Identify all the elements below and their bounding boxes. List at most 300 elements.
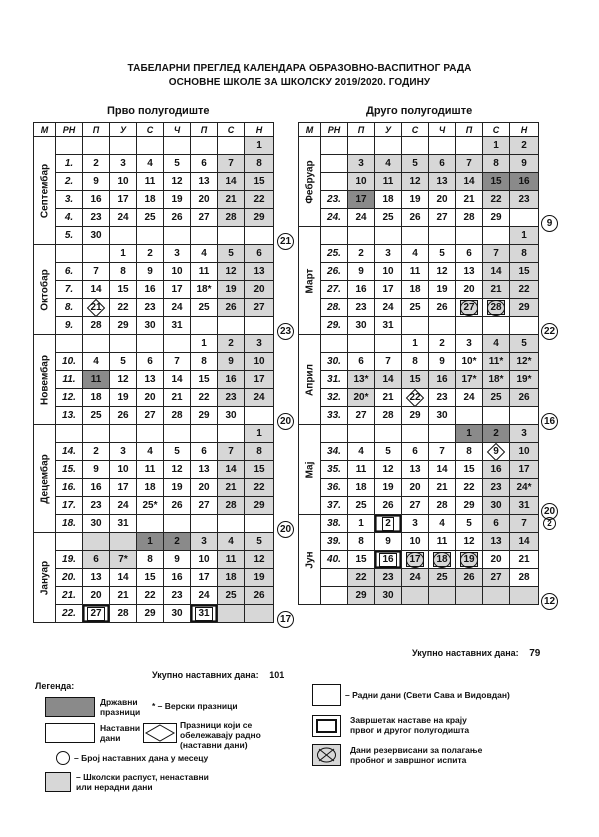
day-cell: 21 (456, 191, 483, 209)
week-row (34, 425, 274, 443)
day-cell: 24 (164, 299, 191, 317)
day-cell: 24 (375, 299, 402, 317)
day-cell: 11 (83, 371, 110, 389)
day-cell: 13 (456, 263, 483, 281)
day-cell: 5 (218, 245, 245, 263)
day-cell (456, 227, 483, 245)
day-cell: 30 (137, 317, 164, 335)
day-cell: 1 (110, 245, 137, 263)
day-cell: 24 (245, 389, 274, 407)
day-cell: 3 (375, 245, 402, 263)
day-cell: 23 (164, 587, 191, 605)
week-row (34, 227, 274, 245)
month-label (299, 227, 321, 335)
day-cell: 28 (110, 605, 137, 623)
second-semester-total-label: Укупно наставних дана: (412, 648, 519, 658)
day-cell: 22 (110, 299, 137, 317)
day-cell: 29 (245, 497, 274, 515)
month-label (34, 245, 56, 335)
week-row (299, 335, 539, 353)
header-0: М (34, 123, 56, 137)
day-cell: 22 (483, 191, 510, 209)
day-cell (348, 227, 375, 245)
week-number: 3. (56, 191, 83, 209)
day-cell: 30 (164, 605, 191, 623)
week-number: 11. (56, 371, 83, 389)
day-cell (218, 317, 245, 335)
header-8: Н (245, 123, 274, 137)
day-cell: 3 (402, 515, 429, 533)
day-cell (348, 425, 375, 443)
day-cell: 8 (137, 551, 164, 569)
day-cell (456, 551, 483, 569)
day-cell: 15 (191, 371, 218, 389)
week-number: 23. (321, 191, 348, 209)
week-row (34, 173, 274, 191)
week-number: 20. (56, 569, 83, 587)
day-number: 22 (407, 390, 423, 405)
day-cell (191, 425, 218, 443)
week-number: 7. (56, 281, 83, 299)
day-cell: 7 (375, 353, 402, 371)
day-cell (164, 227, 191, 245)
header-3: У (375, 123, 402, 137)
day-cell: 7 (164, 353, 191, 371)
week-number (321, 173, 348, 191)
day-cell (245, 317, 274, 335)
day-cell (510, 587, 539, 605)
day-cell: 17 (110, 191, 137, 209)
day-cell: 9 (164, 551, 191, 569)
day-cell: 7 (429, 443, 456, 461)
day-cell: 1 (245, 425, 274, 443)
week-number: 25. (321, 245, 348, 263)
day-cell: 24 (402, 569, 429, 587)
week-number: 30. (321, 353, 348, 371)
day-cell (402, 587, 429, 605)
day-cell: 10 (245, 353, 274, 371)
day-cell: 3 (110, 443, 137, 461)
day-number: 9 (488, 444, 504, 459)
week-number: 26. (321, 263, 348, 281)
header-1: РН (321, 123, 348, 137)
day-cell: 18* (483, 371, 510, 389)
day-cell: 17 (245, 371, 274, 389)
day-cell: 9 (429, 353, 456, 371)
day-cell (110, 533, 137, 551)
day-cell: 4 (191, 245, 218, 263)
week-number: 1. (56, 155, 83, 173)
day-cell: 15 (510, 263, 539, 281)
week-row (299, 245, 539, 263)
day-cell (402, 551, 429, 569)
day-cell: 21 (164, 389, 191, 407)
week-row (299, 587, 539, 605)
day-cell: 12* (510, 353, 539, 371)
day-cell (245, 605, 274, 623)
week-number: 6. (56, 263, 83, 281)
day-cell: 8 (456, 443, 483, 461)
day-cell: 29 (483, 209, 510, 227)
day-cell: 17 (375, 281, 402, 299)
day-cell: 25 (348, 497, 375, 515)
first-semester-heading: Прво полугодиште (107, 105, 210, 117)
week-row (34, 461, 274, 479)
day-cell: 10 (191, 551, 218, 569)
week-number: 18. (56, 515, 83, 533)
day-cell: 5 (245, 533, 274, 551)
week-number: 22. (56, 605, 83, 623)
second-semester-calendar (298, 122, 539, 605)
day-cell: 6 (402, 443, 429, 461)
day-cell: 27 (245, 299, 274, 317)
week-row (34, 245, 274, 263)
day-cell: 3 (245, 335, 274, 353)
day-cell: 9 (218, 353, 245, 371)
day-cell (402, 137, 429, 155)
day-cell: 7* (110, 551, 137, 569)
week-number: 19. (56, 551, 83, 569)
day-cell: 31 (110, 515, 137, 533)
week-number (56, 245, 83, 263)
day-cell (483, 587, 510, 605)
week-number: 31. (321, 371, 348, 389)
day-cell (456, 137, 483, 155)
legend-celebrated-swatch (143, 723, 177, 743)
week-number: 14. (56, 443, 83, 461)
day-cell: 13 (429, 173, 456, 191)
month-name: Јануар (39, 560, 50, 595)
day-cell: 20 (191, 479, 218, 497)
month-label (34, 137, 56, 245)
day-cell: 18 (402, 281, 429, 299)
day-cell: 28 (429, 497, 456, 515)
day-cell: 23 (83, 209, 110, 227)
week-number (56, 533, 83, 551)
day-cell: 9 (510, 155, 539, 173)
day-cell: 26 (164, 209, 191, 227)
week-row (299, 515, 539, 533)
day-cell: 13 (83, 569, 110, 587)
day-cell: 1 (402, 335, 429, 353)
day-cell (375, 515, 402, 533)
day-cell: 18 (348, 479, 375, 497)
day-cell: 6 (191, 443, 218, 461)
day-cell: 12 (402, 173, 429, 191)
day-cell: 16 (510, 173, 539, 191)
day-cell: 13 (191, 173, 218, 191)
month-label (299, 137, 321, 227)
legend-work-days-label: – Радни дани (Свети Сава и Видовдан) (345, 690, 510, 700)
day-cell: 10 (110, 461, 137, 479)
week-row (34, 407, 274, 425)
day-cell: 30 (429, 407, 456, 425)
day-cell: 8 (191, 353, 218, 371)
day-cell: 11 (402, 263, 429, 281)
legend-count-circle-icon (56, 751, 70, 765)
day-cell: 29 (510, 299, 539, 317)
week-row (299, 479, 539, 497)
day-cell: 2 (348, 245, 375, 263)
day-cell: 4 (218, 533, 245, 551)
day-cell: 11 (218, 551, 245, 569)
day-cell (83, 533, 110, 551)
day-number: 2 (382, 517, 394, 531)
week-number (321, 227, 348, 245)
week-row (34, 371, 274, 389)
day-cell: 25 (402, 299, 429, 317)
day-number: 18 (434, 552, 450, 567)
day-cell: 28 (510, 569, 539, 587)
second-semester-heading: Друго полугодиште (366, 105, 473, 117)
day-cell: 11 (348, 461, 375, 479)
day-cell: 20 (402, 479, 429, 497)
day-cell: 7 (83, 263, 110, 281)
week-number: 2. (56, 173, 83, 191)
week-number: 28. (321, 299, 348, 317)
week-number (56, 425, 83, 443)
day-cell: 6 (456, 245, 483, 263)
day-cell: 24 (191, 587, 218, 605)
day-cell: 15 (245, 173, 274, 191)
day-cell: 9 (137, 263, 164, 281)
day-cell: 14 (164, 371, 191, 389)
day-cell: 26 (429, 299, 456, 317)
day-cell: 21 (218, 191, 245, 209)
day-cell: 22 (245, 191, 274, 209)
day-cell: 16 (83, 479, 110, 497)
month-name: Новембар (39, 354, 50, 405)
day-cell: 13 (137, 371, 164, 389)
day-cell: 28 (375, 407, 402, 425)
day-cell: 14 (456, 173, 483, 191)
header-5: Ч (429, 123, 456, 137)
day-cell: 30 (483, 497, 510, 515)
day-cell: 7 (218, 155, 245, 173)
day-cell: 24 (456, 389, 483, 407)
day-cell: 20 (483, 551, 510, 569)
day-number: 16 (379, 553, 396, 567)
day-cell (429, 425, 456, 443)
month-name: Фебруар (304, 159, 315, 204)
day-cell: 3 (348, 155, 375, 173)
day-cell: 25 (218, 587, 245, 605)
week-number (321, 425, 348, 443)
week-number (321, 569, 348, 587)
day-cell: 12 (375, 461, 402, 479)
day-cell: 11 (137, 173, 164, 191)
day-cell: 19 (164, 191, 191, 209)
week-row (34, 281, 274, 299)
day-cell: 23 (348, 299, 375, 317)
day-cell: 15 (110, 281, 137, 299)
day-cell: 14 (375, 371, 402, 389)
header-4: С (402, 123, 429, 137)
first-semester-calendar (33, 122, 274, 623)
week-row (34, 209, 274, 227)
day-cell: 30 (218, 407, 245, 425)
day-cell: 25 (375, 209, 402, 227)
day-cell: 3 (164, 245, 191, 263)
day-cell: 4 (83, 353, 110, 371)
day-cell: 19 (110, 389, 137, 407)
day-cell: 10 (348, 173, 375, 191)
first-semester-total-label: Укупно наставних дана: (152, 670, 259, 680)
day-cell: 24 (110, 209, 137, 227)
month-days-count: 20 (277, 521, 294, 538)
header-5: Ч (164, 123, 191, 137)
day-cell: 26 (164, 497, 191, 515)
day-cell: 14 (510, 533, 539, 551)
day-cell: 23 (510, 191, 539, 209)
day-cell (245, 227, 274, 245)
day-cell (191, 317, 218, 335)
day-cell (137, 515, 164, 533)
legend-school-break-label: – Школски распуст, ненаставни или нерадни дани (76, 772, 209, 792)
day-cell (510, 317, 539, 335)
day-cell: 5 (375, 443, 402, 461)
day-cell (110, 227, 137, 245)
day-cell (402, 425, 429, 443)
day-number: 21 (88, 300, 104, 315)
day-cell: 5 (110, 353, 137, 371)
day-cell (137, 227, 164, 245)
week-row (299, 263, 539, 281)
day-cell: 27 (429, 209, 456, 227)
week-number: 40. (321, 551, 348, 569)
day-cell: 12 (164, 461, 191, 479)
day-cell: 24 (110, 497, 137, 515)
day-cell: 17 (348, 191, 375, 209)
day-cell: 13 (245, 263, 274, 281)
week-row (299, 569, 539, 587)
week-row (34, 353, 274, 371)
week-row (299, 281, 539, 299)
week-number: 27. (321, 281, 348, 299)
day-cell: 9 (375, 533, 402, 551)
day-cell: 18 (137, 191, 164, 209)
day-cell: 6 (245, 245, 274, 263)
day-cell: 12 (429, 263, 456, 281)
day-cell: 6 (191, 155, 218, 173)
legend-teaching-day-swatch (45, 723, 95, 743)
page-title-line-2: ОСНОВНЕ ШКОЛЕ ЗА ШКОЛСКУ 2019/2020. ГОДИНУ (168, 77, 431, 88)
day-number: 28 (488, 300, 504, 315)
day-cell: 27 (348, 407, 375, 425)
day-cell: 18 (137, 479, 164, 497)
day-cell (429, 587, 456, 605)
week-row (34, 515, 274, 533)
day-cell: 1 (137, 533, 164, 551)
month-days-count: 20 (277, 413, 294, 430)
week-row (34, 569, 274, 587)
week-row (34, 443, 274, 461)
day-cell: 1 (483, 137, 510, 155)
day-cell: 21 (375, 389, 402, 407)
day-cell (375, 137, 402, 155)
day-cell (137, 335, 164, 353)
day-cell: 2 (429, 335, 456, 353)
day-cell: 5 (510, 335, 539, 353)
day-cell: 22 (456, 479, 483, 497)
day-cell: 23 (218, 389, 245, 407)
day-number: 17 (407, 552, 423, 567)
week-number: 17. (56, 497, 83, 515)
day-cell: 15 (402, 371, 429, 389)
day-cell: 27 (483, 569, 510, 587)
month-name: Октобар (39, 268, 50, 311)
month-name: Април (304, 363, 315, 396)
week-number: 13. (56, 407, 83, 425)
week-number: 29. (321, 317, 348, 335)
day-cell: 26 (218, 299, 245, 317)
day-cell: 4 (429, 515, 456, 533)
day-cell: 25 (83, 407, 110, 425)
day-cell: 1 (510, 227, 539, 245)
day-cell: 29 (402, 407, 429, 425)
day-cell: 2 (164, 533, 191, 551)
day-cell (164, 335, 191, 353)
day-cell: 8 (245, 155, 274, 173)
day-cell: 4 (348, 443, 375, 461)
day-cell: 7 (483, 245, 510, 263)
legend-state-holidays-label: Државни празници (100, 697, 141, 717)
week-number: 24. (321, 209, 348, 227)
day-cell: 8 (402, 353, 429, 371)
day-cell: 14 (218, 461, 245, 479)
week-number: 35. (321, 461, 348, 479)
day-cell: 11* (483, 353, 510, 371)
week-row (299, 155, 539, 173)
day-cell: 25 (483, 389, 510, 407)
month-days-count: 16 (541, 413, 558, 430)
week-row (34, 479, 274, 497)
day-cell: 8 (348, 533, 375, 551)
day-cell (348, 137, 375, 155)
second-semester-total-value: 79 (529, 648, 541, 659)
day-cell: 31 (510, 497, 539, 515)
day-cell: 4 (483, 335, 510, 353)
week-row (34, 263, 274, 281)
day-cell: 19 (402, 191, 429, 209)
day-cell: 24 (348, 209, 375, 227)
week-row (34, 533, 274, 551)
day-cell: 17 (164, 281, 191, 299)
day-cell: 7 (510, 515, 539, 533)
day-cell: 8 (483, 155, 510, 173)
week-row (34, 155, 274, 173)
day-cell: 12 (245, 551, 274, 569)
week-number: 32. (321, 389, 348, 407)
day-cell: 6 (137, 353, 164, 371)
day-cell: 11 (137, 461, 164, 479)
day-cell (191, 227, 218, 245)
day-cell: 15 (137, 569, 164, 587)
day-cell (83, 335, 110, 353)
day-cell: 18 (83, 389, 110, 407)
day-cell: 18* (191, 281, 218, 299)
day-cell: 13 (191, 461, 218, 479)
day-cell: 28 (456, 209, 483, 227)
week-row (299, 353, 539, 371)
day-cell: 9 (83, 173, 110, 191)
week-row (34, 191, 274, 209)
legend-celebrated-label: Празници који се обележавају радно (наставни дани) (180, 720, 261, 750)
day-cell (375, 335, 402, 353)
legend-title: Легенда: (35, 681, 75, 691)
day-cell: 14 (429, 461, 456, 479)
day-cell: 15 (456, 461, 483, 479)
